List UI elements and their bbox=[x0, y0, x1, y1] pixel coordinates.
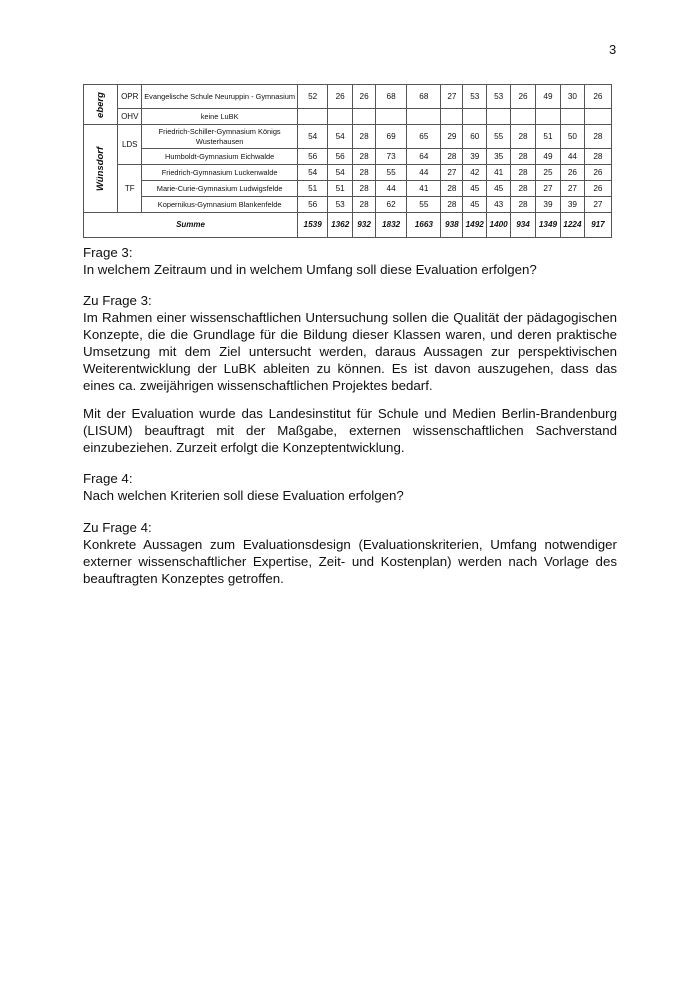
value-cell: 28 bbox=[353, 165, 376, 181]
value-cell: 53 bbox=[328, 197, 353, 213]
school-cell: Friedrich-Schiller-Gymnasium Königs Wusterhausen bbox=[142, 125, 298, 149]
value-cell: 28 bbox=[353, 149, 376, 165]
value-cell: 28 bbox=[441, 149, 463, 165]
section-label: Frage 4: bbox=[83, 471, 133, 486]
value-cell: 30 bbox=[560, 85, 584, 109]
sum-value-cell: 1224 bbox=[560, 213, 584, 238]
value-cell: 56 bbox=[298, 197, 328, 213]
frage-4-block bbox=[83, 470, 617, 504]
value-cell: 65 bbox=[407, 125, 441, 149]
sum-value-cell: 932 bbox=[353, 213, 376, 238]
value-cell: 69 bbox=[376, 125, 407, 149]
value-cell: 28 bbox=[511, 181, 536, 197]
value-cell: 51 bbox=[536, 125, 561, 149]
value-cell: 26 bbox=[328, 85, 353, 109]
region-cell: Wünsdorf bbox=[84, 125, 118, 213]
value-cell: 26 bbox=[584, 85, 611, 109]
value-cell: 28 bbox=[511, 165, 536, 181]
value-cell: 28 bbox=[584, 125, 611, 149]
value-cell: 28 bbox=[511, 149, 536, 165]
value-cell bbox=[407, 109, 441, 125]
school-cell: Humboldt-Gymnasium Eichwalde bbox=[142, 149, 298, 165]
value-cell bbox=[441, 109, 463, 125]
value-cell: 54 bbox=[328, 165, 353, 181]
value-cell: 43 bbox=[487, 197, 511, 213]
value-cell: 26 bbox=[560, 165, 584, 181]
section-label: Zu Frage 3: bbox=[83, 293, 152, 308]
district-cell: OPR bbox=[118, 85, 142, 109]
value-cell: 39 bbox=[536, 197, 561, 213]
value-cell: 27 bbox=[441, 85, 463, 109]
value-cell: 44 bbox=[407, 165, 441, 181]
value-cell: 28 bbox=[584, 149, 611, 165]
district-cell: TF bbox=[118, 165, 142, 213]
sum-value-cell: 1349 bbox=[536, 213, 561, 238]
sum-value-cell: 1492 bbox=[463, 213, 487, 238]
sum-value-cell: 1832 bbox=[376, 213, 407, 238]
table-row bbox=[84, 125, 612, 149]
value-cell: 54 bbox=[298, 125, 328, 149]
school-cell: Kopernikus-Gymnasium Blankenfelde bbox=[142, 197, 298, 213]
region-cell: eberg bbox=[84, 85, 118, 125]
value-cell: 28 bbox=[441, 197, 463, 213]
section-text: In welchem Zeitraum und in welchem Umfang soll diese Evaluation erfolgen? bbox=[83, 262, 537, 277]
table-row bbox=[84, 149, 612, 165]
value-cell: 60 bbox=[463, 125, 487, 149]
sum-value-cell: 938 bbox=[441, 213, 463, 238]
page-number: 3 bbox=[609, 42, 617, 57]
sum-value-cell: 1362 bbox=[328, 213, 353, 238]
value-cell bbox=[536, 109, 561, 125]
value-cell: 28 bbox=[353, 181, 376, 197]
value-cell: 56 bbox=[298, 149, 328, 165]
value-cell: 27 bbox=[441, 165, 463, 181]
value-cell: 62 bbox=[376, 197, 407, 213]
table-row bbox=[84, 165, 612, 181]
value-cell: 53 bbox=[487, 85, 511, 109]
district-cell: LDS bbox=[118, 125, 142, 165]
value-cell: 50 bbox=[560, 125, 584, 149]
value-cell bbox=[487, 109, 511, 125]
sum-value-cell: 1539 bbox=[298, 213, 328, 238]
value-cell: 28 bbox=[353, 125, 376, 149]
table-row bbox=[84, 197, 612, 213]
value-cell: 26 bbox=[353, 85, 376, 109]
value-cell: 51 bbox=[298, 181, 328, 197]
school-cell: Marie-Curie-Gymnasium Ludwigsfelde bbox=[142, 181, 298, 197]
value-cell bbox=[511, 109, 536, 125]
sum-value-cell: 1400 bbox=[487, 213, 511, 238]
section-label: Frage 3: bbox=[83, 245, 133, 260]
value-cell bbox=[584, 109, 611, 125]
value-cell: 44 bbox=[376, 181, 407, 197]
value-cell: 53 bbox=[463, 85, 487, 109]
value-cell: 68 bbox=[407, 85, 441, 109]
section-text: Im Rahmen einer wissenschaftlichen Untersuchung sollen die Qualität der pädagogischen Konzepte, die die Grundlage für die Bildung dieser Klassen waren, und deren praktische Umsetzung mit dem Ziel untersucht werden, daraus Aussagen zur perspektivischen Weiterentwicklung der LuBK ableiten zu können. Es ist davon auszugehen, dass das eines ca. zweijährigen wissenschaftlichen Projektes bedarf. bbox=[83, 310, 617, 393]
value-cell: 35 bbox=[487, 149, 511, 165]
section-label: Zu Frage 4: bbox=[83, 520, 152, 535]
value-cell: 45 bbox=[463, 197, 487, 213]
sum-value-cell: 1663 bbox=[407, 213, 441, 238]
table-row bbox=[84, 109, 612, 125]
value-cell bbox=[328, 109, 353, 125]
value-cell: 25 bbox=[536, 165, 561, 181]
value-cell: 26 bbox=[584, 181, 611, 197]
table-row bbox=[84, 85, 612, 109]
value-cell: 55 bbox=[376, 165, 407, 181]
value-cell: 29 bbox=[441, 125, 463, 149]
value-cell: 54 bbox=[328, 125, 353, 149]
value-cell: 51 bbox=[328, 181, 353, 197]
value-cell: 28 bbox=[511, 125, 536, 149]
value-cell: 52 bbox=[298, 85, 328, 109]
zu-frage-4-block bbox=[83, 519, 617, 587]
value-cell: 54 bbox=[298, 165, 328, 181]
value-cell: 28 bbox=[511, 197, 536, 213]
lisum-paragraph bbox=[83, 405, 617, 456]
value-cell: 55 bbox=[407, 197, 441, 213]
value-cell: 39 bbox=[463, 149, 487, 165]
value-cell: 26 bbox=[584, 165, 611, 181]
value-cell: 73 bbox=[376, 149, 407, 165]
value-cell: 56 bbox=[328, 149, 353, 165]
value-cell: 27 bbox=[536, 181, 561, 197]
value-cell: 49 bbox=[536, 85, 561, 109]
value-cell: 42 bbox=[463, 165, 487, 181]
sum-label: Summe bbox=[84, 213, 298, 238]
value-cell: 41 bbox=[487, 165, 511, 181]
value-cell: 28 bbox=[353, 197, 376, 213]
value-cell bbox=[376, 109, 407, 125]
frage-3-block bbox=[83, 244, 617, 278]
value-cell: 44 bbox=[560, 149, 584, 165]
section-text: Konkrete Aussagen zum Evaluationsdesign (Evaluationskriterien, Umfang notwendiger externer wissenschaftlicher Expertise, Zeit- und Kostenplan) werden nach Vorlage des beauftragten Konzeptes getroffen. bbox=[83, 537, 617, 586]
value-cell bbox=[353, 109, 376, 125]
school-statistics-table bbox=[83, 84, 612, 238]
value-cell: 45 bbox=[463, 181, 487, 197]
section-text: Nach welchen Kriterien soll diese Evaluation erfolgen? bbox=[83, 488, 404, 503]
value-cell bbox=[298, 109, 328, 125]
value-cell: 27 bbox=[584, 197, 611, 213]
table-row bbox=[84, 181, 612, 197]
sum-row bbox=[84, 213, 612, 238]
sum-value-cell: 917 bbox=[584, 213, 611, 238]
value-cell: 26 bbox=[511, 85, 536, 109]
school-cell: Evangelische Schule Neuruppin - Gymnasium bbox=[142, 85, 298, 109]
value-cell: 55 bbox=[487, 125, 511, 149]
value-cell: 41 bbox=[407, 181, 441, 197]
school-cell: keine LuBK bbox=[142, 109, 298, 125]
value-cell: 27 bbox=[560, 181, 584, 197]
section-text: Mit der Evaluation wurde das Landesinstitut für Schule und Medien Berlin-Brandenburg (LISUM) beauftragt mit der Maßgabe, externen wissenschaftlichen Sachverstand einzubeziehen. Zurzeit erfolgt die Konzeptentwicklung. bbox=[83, 406, 617, 455]
value-cell bbox=[463, 109, 487, 125]
school-cell: Friedrich-Gymnasium Luckenwalde bbox=[142, 165, 298, 181]
value-cell: 39 bbox=[560, 197, 584, 213]
value-cell: 45 bbox=[487, 181, 511, 197]
zu-frage-3-block bbox=[83, 292, 617, 394]
value-cell: 49 bbox=[536, 149, 561, 165]
value-cell bbox=[560, 109, 584, 125]
value-cell: 68 bbox=[376, 85, 407, 109]
district-cell: OHV bbox=[118, 109, 142, 125]
value-cell: 64 bbox=[407, 149, 441, 165]
value-cell: 28 bbox=[441, 181, 463, 197]
sum-value-cell: 934 bbox=[511, 213, 536, 238]
